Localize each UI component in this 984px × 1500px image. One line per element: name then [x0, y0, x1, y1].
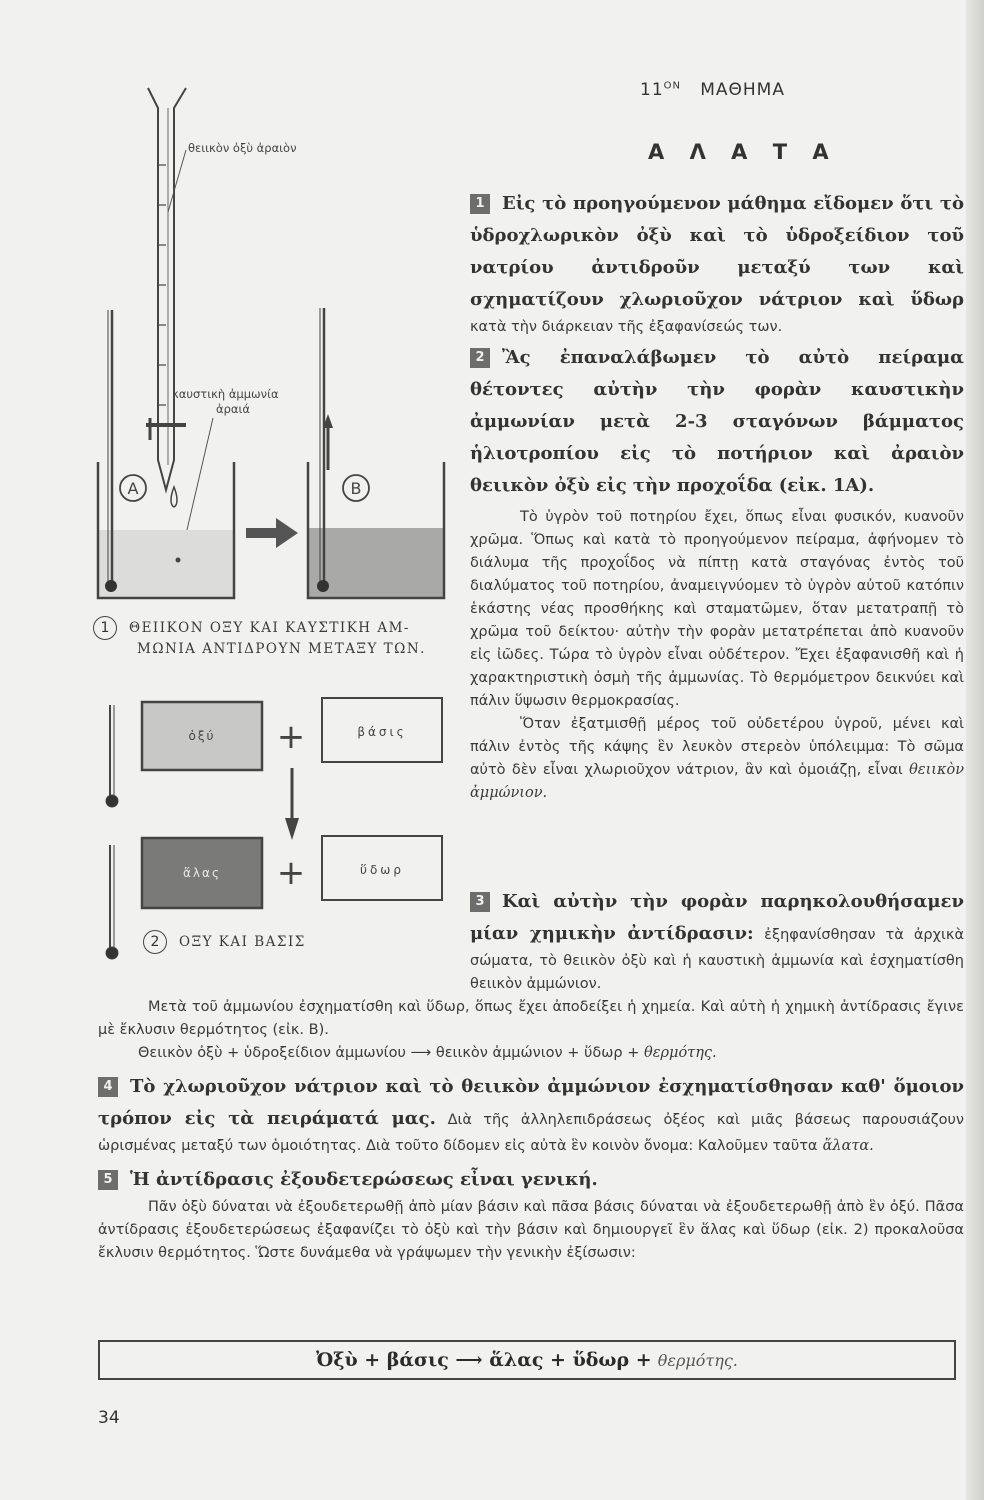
section1-bold: Εἰς τὸ προηγούμενον μάθημα εἴδομεν ὅτι τὸ ὑδροχλωρικὸν ὀξὺ καὶ τὸ ὑδροξείδιον τοῦ νατρίου ἀντιδροῦν μεταξύ των καὶ σχηματίζουν χλωριοῦχον νάτριον καὶ ὕδωρ [470, 193, 964, 310]
section3-equation-italic: θερμότης. [643, 1045, 717, 1061]
section2-para2 [470, 713, 964, 805]
lesson-header [640, 80, 785, 100]
section5-para: Πᾶν ὀξὺ δύναται νὰ ἐξουδετερωθῇ ἀπὸ μίαν βάσιν καὶ πᾶσα βάσις δύναται νὰ ἐξουδετερωθῇ ἀπὸ ἓν ὀξύ. Πᾶσα ἀντίδρασις ἐξουδετερώσεως ἐξαφανίζει τὸ ὀξὺ καὶ τὴν βάσιν καὶ δημιουργεῖ ἓν ἅλας καὶ ὕδωρ (εἰκ. 2) προκαλοῦσα ἔκλυσιν θερμότητος. Ὥστε δυνάμεθα νὰ γράψωμεν τὴν γενικὴν ἐξίσωσιν: [98, 1199, 964, 1261]
lesson-number: 11 [640, 80, 664, 100]
section2-number: 2 [470, 348, 490, 368]
section-5-heading [98, 1164, 964, 1196]
lesson-suffix: ΟΝ [663, 80, 681, 92]
arrow-down-icon [285, 818, 299, 840]
section3-full-para: Μετὰ τοῦ ἀμμωνίου ἐσχηματίσθη καὶ ὕδωρ, ὅπως ἔχει ἀποδείξει ἡ χημεία. Καὶ αὐτὴ ἡ χημικὴ ἀντίδρασις ἔγινε μὲ ἔκλυσιν θερμότητος (εἰκ. Β). [98, 999, 964, 1038]
figure1-caption-line1: ΘΕΙΙΚΟΝ ΟΞΥ ΚΑΙ ΚΑΥΣΤΙΚΗ ΑΜ- [129, 620, 410, 636]
burette [146, 88, 186, 507]
figure2-caption-text: ΟΞΥ ΚΑΙ ΒΑΣΙΣ [179, 934, 306, 950]
box-salt-label: ἅλας [183, 866, 221, 880]
general-equation-box [98, 1340, 956, 1380]
section4-rest: Διὰ τῆς ἀλληλεπιδράσεως ὀξέος καὶ μιᾶς βάσεως παρουσιάζουν ὡρισμένας μεταξύ των ὁμοιότητας. Διὰ τοῦτο δίδομεν εἰς αὐτὰ ἓν κοινὸν ὄνομα: Καλοῦμεν ταῦτα [98, 1112, 965, 1154]
section3-bold: Καὶ αὐτὴν τὴν φορὰν παρηκολουθήσαμεν μίαν χημικὴν ἀντίδρασιν: [470, 891, 964, 944]
section1-rest: κατὰ τὴν διάρκειαν τῆς ἐξαφανίσεώς των. [470, 319, 783, 335]
marker-a: A [127, 479, 139, 498]
section3-number: 3 [470, 892, 490, 912]
general-equation-text: Ὀξὺ + βάσις ⟶ ἅλας + ὕδωρ + [316, 1349, 652, 1371]
box-acid-label: ὀξύ [188, 729, 216, 743]
full-width-body [98, 996, 965, 1265]
thermometer-left-bottom [106, 845, 118, 959]
section-1 [470, 188, 964, 339]
plus-sign-top: + [276, 717, 306, 757]
section3-equation-text: Θειικὸν ὀξὺ + ὑδροξείδιον ἀμμωνίου ⟶ θειικὸν ἀμμώνιον + ὕδωρ + [138, 1045, 640, 1061]
section-2 [470, 342, 964, 805]
figure2-caption [143, 930, 443, 954]
section5-bold: Ἡ ἀντίδρασις ἐξουδετερώσεως εἶναι γενική. [130, 1169, 598, 1190]
section5-number: 5 [98, 1170, 118, 1190]
figures-illustration [0, 0, 470, 980]
figure1-caption-line2: ΜΩΝΙΑ ΑΝΤΙΔΡΟΥΝ ΜΕΤΑΞΥ ΤΩΝ. [137, 641, 426, 657]
figure2-number: 2 [143, 930, 167, 954]
marker-b: B [350, 479, 362, 498]
general-equation-italic: θερμότης. [657, 1351, 738, 1370]
plus-sign-bottom: + [276, 853, 306, 893]
page-title: Α Λ Α Τ Α [648, 140, 838, 164]
section2-para2-text: Ὅταν ἐξατμισθῇ μέρος τοῦ οὐδετέρου ὑγροῦ, μένει καὶ πάλιν ἐντὸς τῆς κάψης ἓν λευκὸν στερεὸν ὑπόλειμμα: Τὸ σῶμα αὐτὸ δὲν εἶναι χλωριοῦχον νάτριον, ἂν καὶ ὁμοιάζῃ, εἶναι [470, 716, 964, 778]
label-ammonia-2: ἀραιά [216, 402, 250, 416]
thermometer-left-top [106, 705, 118, 807]
figure1-caption [93, 616, 463, 659]
label-ammonia-1: καυστικὴ ἀμμωνία [172, 387, 279, 401]
section-4 [98, 1071, 964, 1158]
lesson-word: ΜΑΘΗΜΑ [700, 80, 785, 100]
beaker-b [308, 308, 444, 598]
box-base-label: βάσις [357, 725, 407, 739]
figure1-number: 1 [93, 616, 117, 640]
section2-para1: Τὸ ὑγρὸν τοῦ ποτηρίου ἔχει, ὅπως εἶναι φυσικόν, κυανοῦν χρῶμα. Ὅπως καὶ κατὰ τὸ προηγούμενον πείραμα, ἀφήνομεν τὸ διάλυμα τῆς προχοΐδος νὰ πίπτῃ κατὰ σταγόνας ἐντὸς τοῦ διαλύματος τοῦ ποτηρίου, ἀναμειγνύομεν τὸ ὑγρὸν αὐτοῦ κατόπιν ἑκάστης νέας προσθήκης καὶ σταματῶμεν, ὅταν μετατραπῇ τὸ χρῶμα τοῦ δείκτου· αὐτὴν τὴν φορὰν μετατρέπεται ἀπὸ κυανοῦν εἰς ἰῶδες. Τώρα τὸ ὑγρὸν εἶναι οὐδέτερον. Ἔχει ἐξαφανισθῆ καὶ ἡ χαρακτηριστικὴ ὀσμὴ τῆς ἀμμωνίας. Τὸ θερμόμετρον δεικνύει καὶ πάλιν ὕψωσιν θερμοκρασίας. [470, 509, 964, 709]
page-edge-shadow [966, 0, 984, 1500]
section3-equation [108, 1042, 964, 1065]
section4-italic: ἅλατα. [822, 1138, 874, 1154]
section4-number: 4 [98, 1077, 118, 1097]
page-number: 34 [98, 1408, 120, 1428]
label-acid: θειικὸν ὀξὺ ἀραιὸν [188, 141, 297, 155]
section2-para2-italic: θειικὸν ἀμμώνιον. [470, 762, 965, 801]
section2-bold: Ἂς ἐπαναλάβωμεν τὸ αὐτὸ πείραμα θέτοντες αὐτὴν τὴν φορὰν καυστικὴν ἀμμωνίαν μετὰ 2-3 σταγόνων βάμματος ἡλιοτροπίου εἰς τὸ ποτήριον καὶ ἀραιὸν θειικὸν ὀξὺ εἰς τὴν προχοΐδα (εἰκ. 1Α). [470, 347, 964, 496]
section1-number: 1 [470, 194, 490, 214]
section-3 [470, 886, 964, 996]
section3-rest: ἐξηφανίσθησαν τὰ ἀρχικὰ σώματα, τὸ θειικὸν ὀξὺ καὶ ἡ καυστικὴ ἀμμωνία καὶ ἐσχηματίσθη θειικὸν ἀμμώνιον. [470, 927, 964, 992]
arrow-right-icon [246, 518, 298, 548]
section4-bold: Τὸ χλωριοῦχον νάτριον καὶ τὸ θειικὸν ἀμμώνιον ἐσχηματίσθησαν καθ' ὅμοιον τρόπον εἰς τὰ πειράματά μας. [98, 1076, 964, 1129]
box-water-label: ὕδωρ [360, 863, 404, 877]
beaker-a [98, 310, 234, 598]
